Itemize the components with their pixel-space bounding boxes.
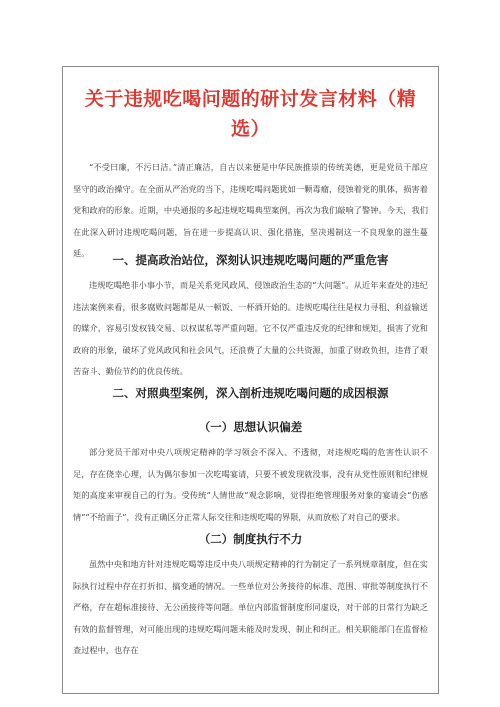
title-line-2: 选） <box>230 117 270 140</box>
subsection-2-paragraph: 虽然中央和地方针对违规吃喝等违反中央八项规定精神的行为制定了一系列规章制度，但在实际执行过程中存在打折扣、搞变通的情况。一些单位对公务接待的标准、范围、审批等制度执行不严格，存在超标准接待、无公函接待等问题。单位内部监督制度形同虚设，对干部的日常行为缺乏有效的监督管理，对可能出现的违规吃喝问题未能及时发现、制止和纠正。相关职能部门在监督检查过程中，也存在 <box>73 559 428 656</box>
section-1-heading: 一、提高政治站位，深刻认识违规吃喝问题的严重危害 <box>112 253 389 267</box>
title-line-1: 关于违规吃喝问题的研讨发言材料（精 <box>84 87 417 110</box>
document-frame <box>62 66 439 694</box>
subsection-1-paragraph: 部分党员干部对中央八项规定精神的学习领会不深入、不透彻，对违规吃喝的危害性认识不足，存在侥幸心理，认为偶尔参加一次吃喝宴请，只要不被发现就没事，没有从党性原则和纪律规矩的高度来审视自己的行为。受传统“人情世故”观念影响，觉得拒绝管理服务对象的宴请会“伤感情”“不给面子”，没有正确区分正常人际交往和违规吃喝的界限，从而放松了对自己的要求。 <box>73 447 428 522</box>
subsection-2-heading: （二）制度执行不力 <box>198 532 303 546</box>
document-title <box>63 84 438 144</box>
intro-paragraph: “不受曰廉，不污曰洁。”清正廉洁，自古以来便是中华民族推崇的传统美德，更是党员干部应坚守的政治操守。在全面从严治党的当下，违规吃喝问题犹如一颗毒瘤，侵蚀着党的肌体，损害着党和政府的形象。近期，中央通报的多起违规吃喝典型案例，再次为我们敲响了警钟。今天，我们在此深入研讨违规吃喝问题，旨在进一步提高认识、强化措施，坚决遏制这一不良现象的滋生蔓延。 <box>73 162 428 259</box>
subsection-1-heading: （一）思想认识偏差 <box>198 420 303 434</box>
section-1-paragraph: 违规吃喝绝非小事小节，而是关系党风政风、侵蚀政治生态的“大问题”。从近年来查处的违纪违法案例来看，很多腐败问题都是从一顿饭、一杯酒开始的。违规吃喝往往是权力寻租、利益输送的媒介，容易引发权钱交易、以权谋私等严重问题。它不仅严重违反党的纪律和规矩，损害了党和政府的形象，破坏了党风政风和社会风气，还浪费了大量的公共资源，加重了财政负担，违背了艰苦奋斗、勤俭节约的优良传统。 <box>73 280 428 377</box>
section-2-heading: 二、对照典型案例，深入剖析违规吃喝问题的成因根源 <box>112 386 389 400</box>
